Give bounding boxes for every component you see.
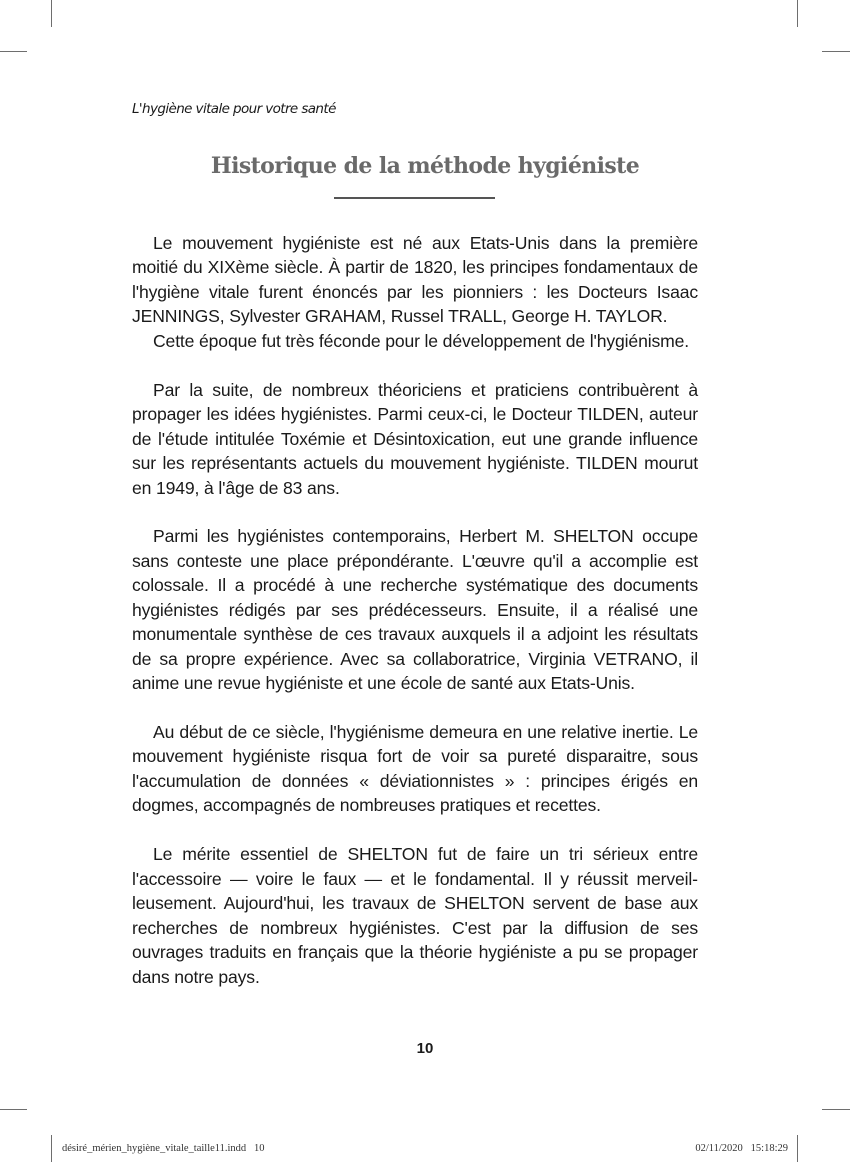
slug-filename: désiré_mérien_hygiène_vitale_taille11.indd 10 [62,1143,265,1154]
crop-mark-bottom-right-horizontal [822,1109,850,1110]
page-title: Historique de la méthode hygiéniste [210,153,640,179]
slug-timestamp: 02/11/2020 15:18:29 [695,1143,788,1154]
crop-mark-top-right-vertical [797,0,798,27]
page-number: 10 [416,1040,434,1057]
body-text [132,231,698,1013]
paragraph-3: Par la suite, de nombreux théoriciens et praticiens contribuèrent à propager les idées hygiénistes. Parmi ceux-ci, le Docteur TILDEN, auteur de l'étude intitulée Toxémie et Désintoxication, eut une grande influence sur les représentants actuels du mouvement hygiéniste. TILDEN mourut en 1949, à l'âge de 83 ans. [132,379,698,498]
title-underline [334,197,495,199]
crop-mark-bottom-left-vertical [51,1135,52,1162]
paragraph-4: Parmi les hygiénistes contemporains, Herbert M. SHELTON occupe sans conteste une place prépondérante. L'œuvre qu'il a accomplie est colossale. Il a procédé à une recherche systématique des documents hygiénistes rédigés par ses prédécesseurs. Ensuite, il a réalisé une monumentale synthèse de ces travaux auxquels il a adjoint les résultats de sa propre expérience. Avec sa collaboratrice, Virginia VETRANO, il anime une revue hygiéniste et une école de santé aux Etats-Unis. [132,526,698,694]
paragraph-2: Cette époque fut très féconde pour le développement de l'hygiénisme. [153,330,689,351]
crop-mark-top-left-horizontal [0,51,27,52]
paragraph-1: Le mouvement hygiéniste est né aux Etats-Unis dans la première moitié du XIXème siècle. À partir de 1820, les principes fondamentaux de l'hygiène vitale furent énoncés par les pionniers : les Docteurs Isaac JENNINGS, Sylvester GRAHAM, Russel TRALL, George H. TAYLOR. [132,233,698,327]
running-head: L'hygiène vitale pour votre santé [132,101,336,117]
paragraph-5: Au début de ce siècle, l'hygiénisme demeura en une relative inertie. Le mouvement hygiéniste risqua fort de voir sa pureté disparaitre, sous l'accumulation de données « déviationnistes » : principes érigés en dogmes, accompagnés de nombreuses pratiques et recettes. [132,722,698,816]
crop-mark-bottom-left-horizontal [0,1109,27,1110]
paragraph-6: Le mérite essentiel de SHELTON fut de faire un tri sérieux entre l'accessoire — voire le faux — et le fondamental. Il y réussit merveilleusement. Aujourd'hui, les travaux de SHELTON servent de base aux recherches de nombreux hygiénistes. C'est par la diffusion de ses ouvrages traduits en français que la théorie hygiéniste a pu se propager dans notre pays. [132,844,698,987]
crop-mark-top-left-vertical [51,0,52,27]
crop-mark-bottom-right-vertical [797,1135,798,1162]
crop-mark-top-right-horizontal [822,51,850,52]
